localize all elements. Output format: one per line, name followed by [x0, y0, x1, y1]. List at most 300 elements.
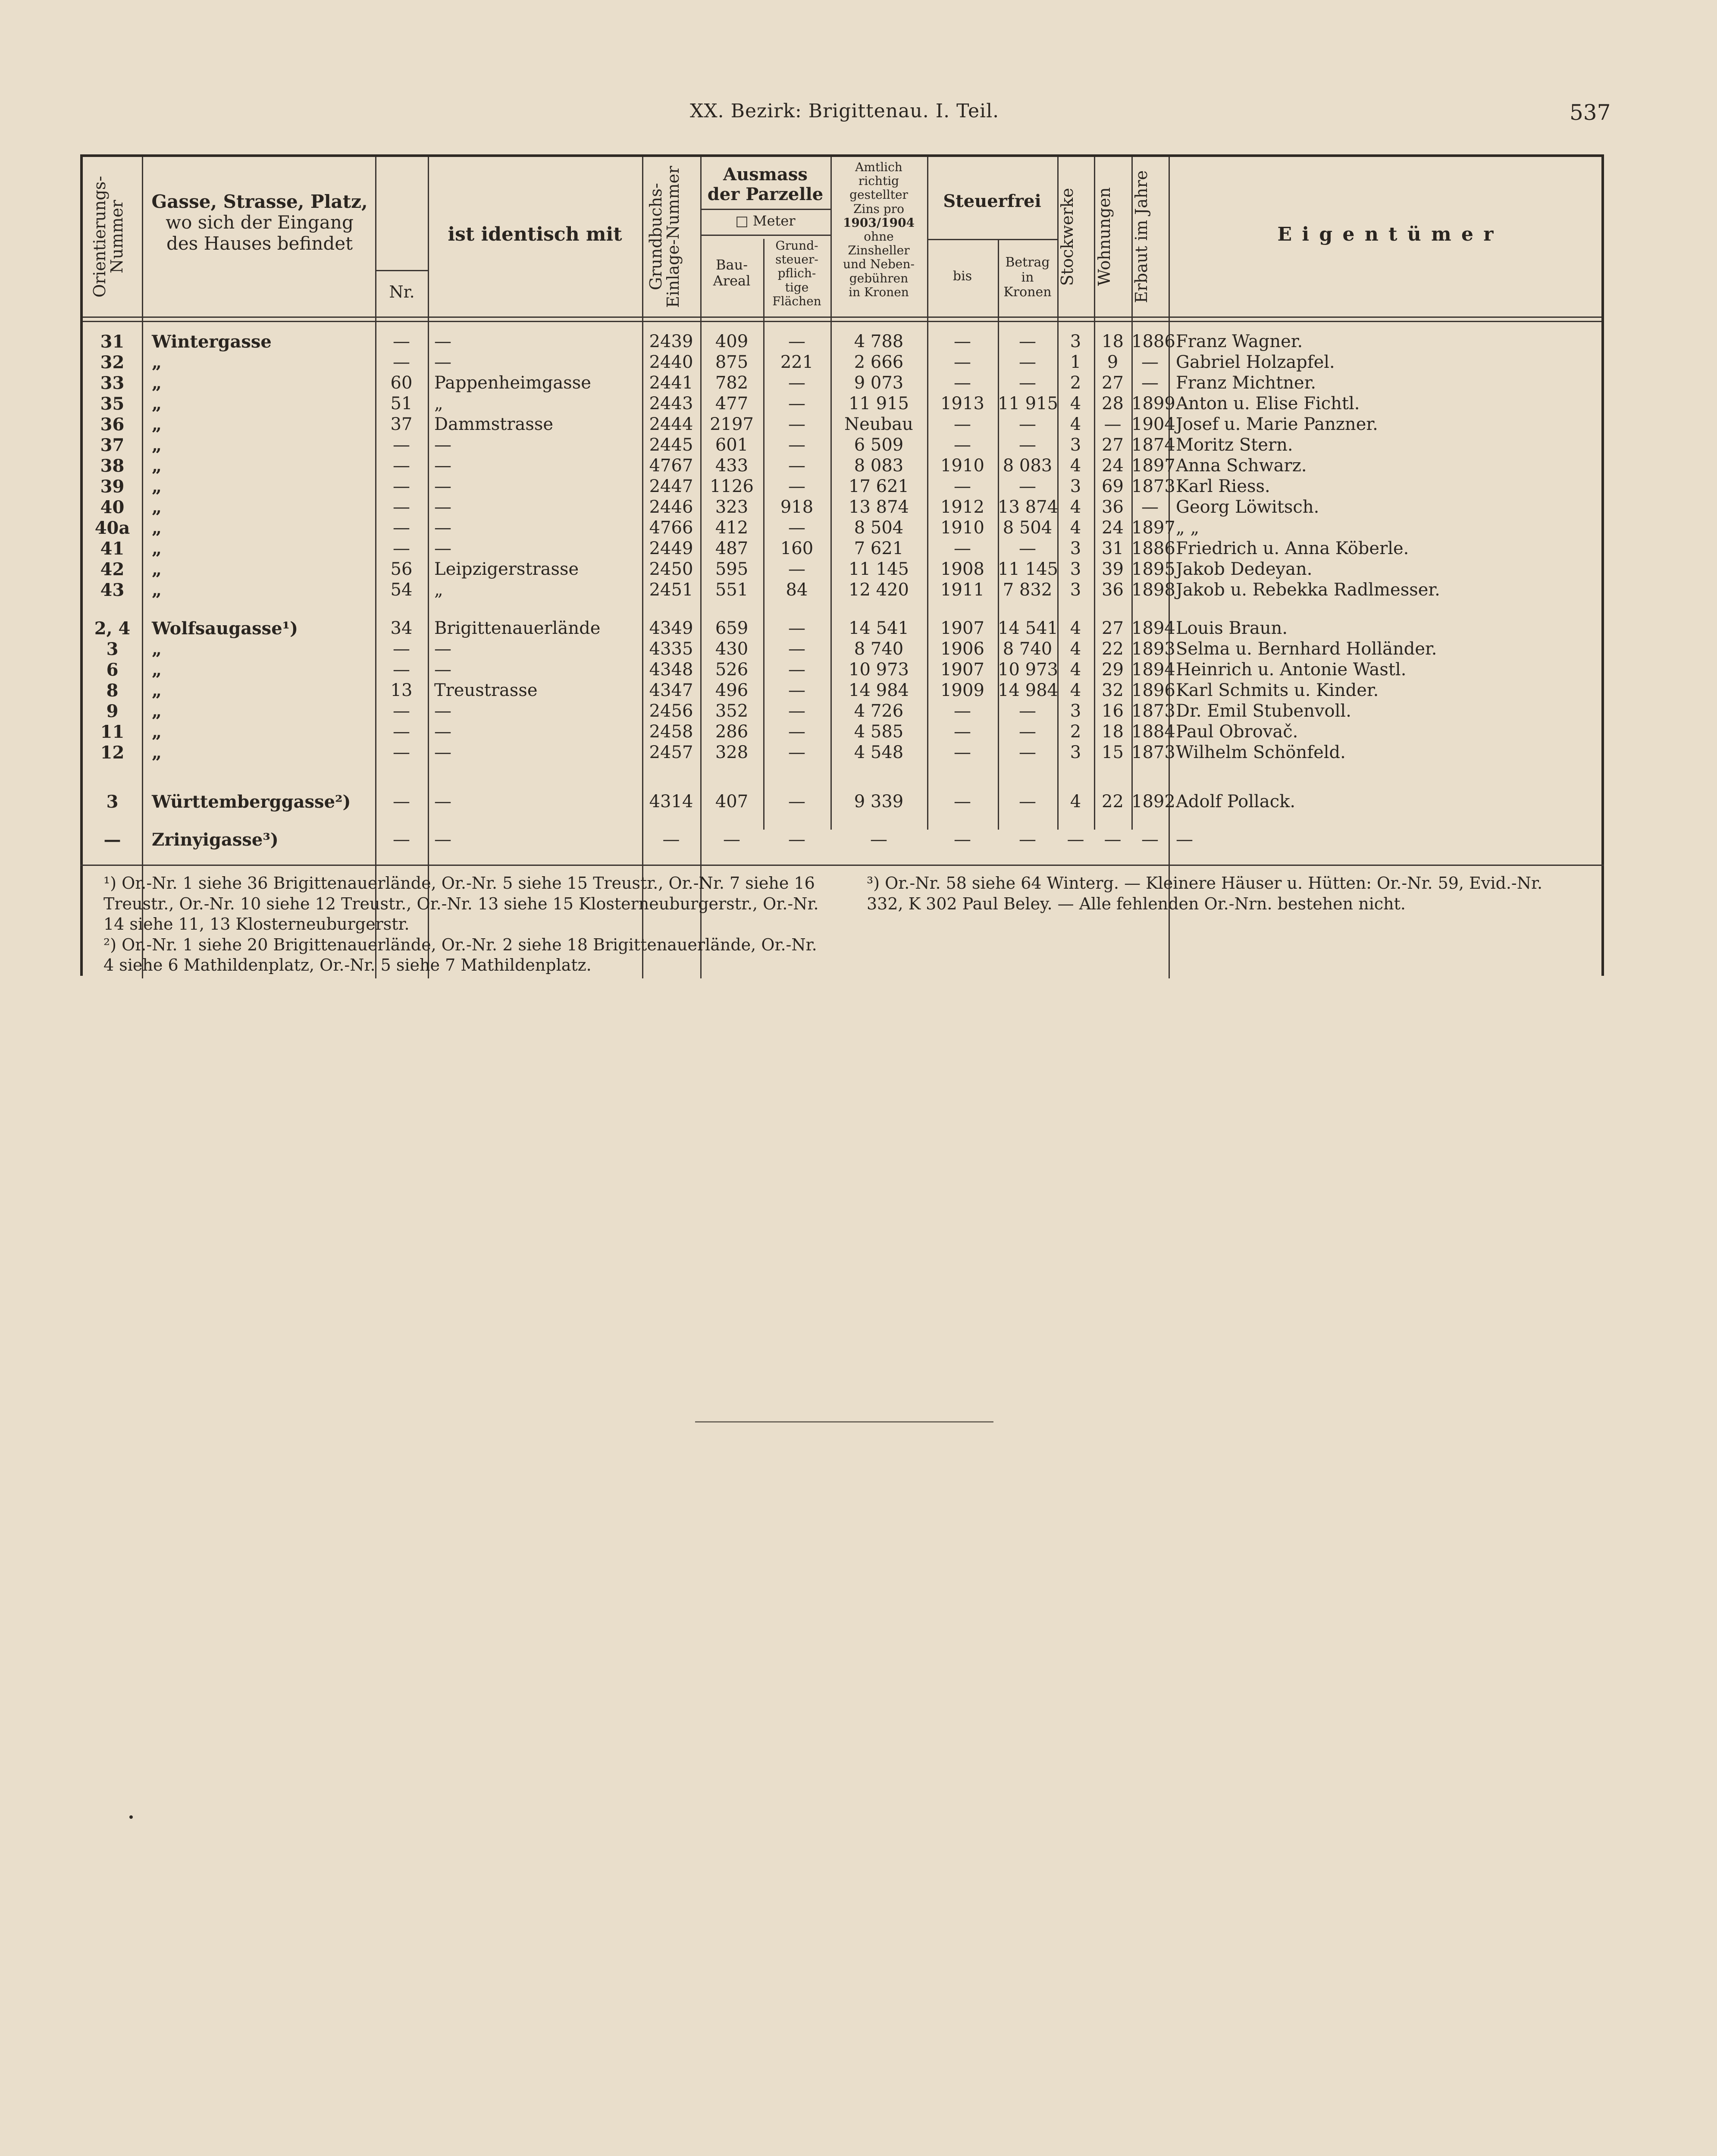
cell-owner: Louis Braun.: [1176, 618, 1288, 638]
cell-gs: 221: [780, 352, 814, 372]
cell-nr: —: [393, 660, 410, 680]
cell-betrag: —: [1019, 476, 1036, 496]
cell-nr: 60: [390, 373, 413, 393]
table-row: [83, 456, 1607, 476]
cell-gb: 2444: [649, 414, 693, 434]
table-row: [83, 660, 1607, 680]
col-grundbuchs: Grundbuchs-Einlage-Nummer: [646, 166, 683, 308]
cell-ident: —: [434, 660, 451, 680]
cell-owner: Dr. Emil Stubenvoll.: [1176, 701, 1351, 721]
col-steuerfrei: Steuerfrei: [943, 191, 1041, 211]
cell-bis: 1910: [940, 518, 984, 538]
cell-wo: 16: [1102, 701, 1124, 721]
table-row: [83, 680, 1607, 701]
table-row: [83, 580, 1607, 601]
cell-nr: 37: [390, 414, 413, 434]
cell-or: 2, 4: [94, 618, 131, 639]
cell-zins: 4 726: [854, 701, 904, 721]
cell-wo: —: [1104, 830, 1122, 849]
cell-bau: 601: [715, 435, 749, 455]
table-row: [83, 332, 1607, 352]
cell-gb: 2456: [649, 701, 693, 721]
footnote-3: ³) Or.-Nr. 58 siehe 64 Winterg. — Kleinere Häuser u. Hütten: Or.-Nr. 59, Evid.-Nr. 332, K 302 Paul Beley. — Alle fehlenden Or.-Nrn. bestehen nicht.: [867, 874, 1543, 913]
cell-gb: 2451: [649, 580, 693, 600]
cell-st: 4: [1070, 414, 1081, 434]
cell-ident: —: [434, 518, 451, 538]
cell-gb: 2440: [649, 352, 693, 372]
cell-gs: —: [788, 373, 805, 393]
cell-nr: —: [393, 743, 410, 762]
cell-bau: —: [723, 830, 740, 849]
cell-nr: —: [393, 830, 410, 849]
cell-betrag: —: [1019, 830, 1036, 849]
divider-rule: [695, 1421, 993, 1423]
cell-gs: —: [788, 435, 805, 455]
cell-gs: —: [788, 830, 805, 849]
cell-wo: 24: [1102, 456, 1124, 476]
cell-or: 6: [106, 660, 119, 680]
cell-nr: 34: [390, 618, 413, 638]
cell-owner: Selma u. Bernhard Holländer.: [1176, 639, 1437, 659]
cell-bis: —: [954, 830, 971, 849]
cell-betrag: —: [1019, 539, 1036, 558]
table-row: [83, 722, 1607, 743]
cell-gb: 4349: [649, 618, 693, 638]
cell-zins: 14 541: [849, 618, 909, 638]
cell-bau: 433: [715, 456, 749, 476]
table-row: [83, 497, 1607, 518]
cell-zins: 4 585: [854, 722, 904, 742]
cell-wo: 28: [1102, 394, 1124, 414]
table-row: [83, 539, 1607, 559]
cell-or: 40: [100, 497, 125, 517]
cell-gb: 4335: [649, 639, 693, 659]
table-row: [83, 518, 1607, 539]
cell-st: 3: [1070, 701, 1081, 721]
cell-zins: 4 788: [854, 332, 904, 351]
cell-bau: 286: [715, 722, 749, 742]
ink-dot: [129, 1815, 133, 1819]
cell-bis: 1908: [940, 559, 984, 579]
cell-bis: 1910: [940, 456, 984, 476]
cell-gs: 918: [780, 497, 814, 517]
cell-ident: —: [434, 456, 451, 476]
cell-betrag: 8 740: [1003, 639, 1053, 659]
cell-zins: 4 548: [854, 743, 904, 762]
cell-erb: 1899: [1131, 394, 1175, 414]
cell-bau: 659: [715, 618, 749, 638]
table-row: [83, 743, 1607, 763]
cell-st: 4: [1070, 639, 1081, 659]
cell-nr: —: [393, 352, 410, 372]
col-wohnungen: Wohnungen: [1095, 187, 1114, 286]
cell-or: 33: [100, 373, 125, 393]
cell-or: 39: [100, 476, 125, 497]
cell-bis: —: [954, 792, 971, 812]
cell-bis: —: [954, 722, 971, 742]
cell-gb: 2450: [649, 559, 693, 579]
cell-street: „: [152, 539, 162, 559]
cell-ident: —: [434, 497, 451, 517]
cell-ident: —: [434, 476, 451, 496]
cell-gs: —: [788, 660, 805, 680]
cell-owner: Josef u. Marie Panzner.: [1176, 414, 1378, 434]
cell-gs: —: [788, 518, 805, 538]
cell-zins: 8 740: [854, 639, 904, 659]
cell-bis: 1907: [940, 618, 984, 638]
col-bis: bis: [952, 269, 972, 284]
cell-or: 3: [106, 639, 119, 659]
cell-or: 40a: [94, 518, 130, 538]
table-row: [83, 830, 1607, 850]
cell-gs: —: [788, 394, 805, 414]
cell-bis: 1909: [940, 680, 984, 700]
cell-st: 3: [1070, 539, 1081, 558]
table-row: [83, 701, 1607, 722]
cell-gb: 2458: [649, 722, 693, 742]
col-erbaut: Erbaut im Jahre: [1132, 170, 1151, 303]
cell-ident: Brigittenauerlände: [434, 618, 601, 638]
cell-st: 1: [1070, 352, 1081, 372]
cell-street: „: [152, 476, 162, 497]
cell-st: —: [1067, 830, 1084, 849]
cell-betrag: —: [1019, 373, 1036, 393]
cell-street: „: [152, 435, 162, 455]
cell-betrag: —: [1019, 743, 1036, 762]
cell-erb: 1886: [1131, 539, 1175, 558]
cell-wo: 39: [1102, 559, 1124, 579]
cell-or: 42: [100, 559, 125, 580]
cell-owner: Heinrich u. Antonie Wastl.: [1176, 660, 1407, 680]
cell-or: 3: [106, 792, 119, 812]
cell-ident: —: [434, 435, 451, 455]
col-betrag: Betrag in Kronen: [1003, 255, 1052, 300]
cell-nr: 56: [390, 559, 413, 579]
cell-zins: 8 504: [854, 518, 904, 538]
cell-bis: —: [954, 373, 971, 393]
cell-wo: 31: [1102, 539, 1124, 558]
cell-gb: 2443: [649, 394, 693, 414]
cell-gs: —: [788, 701, 805, 721]
cell-gb: 2441: [649, 373, 693, 393]
cell-gb: 4766: [649, 518, 693, 538]
cell-owner: Paul Obrovač.: [1176, 722, 1298, 742]
cell-nr: —: [393, 332, 410, 351]
cell-wo: 69: [1102, 476, 1124, 496]
cell-st: 4: [1070, 394, 1081, 414]
cell-or: 8: [106, 680, 119, 701]
cell-zins: 10 973: [849, 660, 909, 680]
cell-ident: „: [434, 580, 443, 600]
cell-owner: „ „: [1176, 518, 1200, 538]
cell-gb: —: [662, 830, 680, 849]
cell-wo: 18: [1102, 332, 1124, 351]
cell-or: 9: [106, 701, 119, 721]
cell-zins: 11 915: [849, 394, 909, 414]
cell-erb: 1892: [1131, 792, 1175, 812]
cell-ident: Dammstrasse: [434, 414, 554, 434]
cell-zins: 9 073: [854, 373, 904, 393]
cell-erb: 1897: [1131, 456, 1175, 476]
col-grundsteuer: Grund- steuer- pflich- tige Flächen: [772, 238, 821, 308]
cell-erb: —: [1141, 830, 1159, 849]
cell-erb: 1886: [1131, 332, 1175, 351]
cell-street: „: [152, 518, 162, 538]
cell-ident: —: [434, 352, 451, 372]
cell-bis: 1906: [940, 639, 984, 659]
cell-wo: —: [1104, 414, 1122, 434]
cell-erb: 1884: [1131, 722, 1175, 742]
col-orientierungs-nummer: Orientierungs-Nummer: [90, 175, 126, 298]
cell-st: 3: [1070, 332, 1081, 351]
cell-street: „: [152, 373, 162, 393]
cell-betrag: 7 832: [1003, 580, 1053, 600]
cell-nr: —: [393, 435, 410, 455]
cell-street: „: [152, 743, 162, 763]
table-row: [83, 394, 1607, 414]
page-title: XX. Bezirk: Brigittenau. I. Teil.: [690, 100, 999, 122]
cell-erb: 1898: [1131, 580, 1175, 600]
cell-ident: —: [434, 539, 451, 558]
cell-st: 4: [1070, 497, 1081, 517]
cell-st: 4: [1070, 518, 1081, 538]
cell-owner: Karl Schmits u. Kinder.: [1176, 680, 1379, 700]
cell-wo: 18: [1102, 722, 1124, 742]
cell-nr: —: [393, 639, 410, 659]
cell-betrag: —: [1019, 352, 1036, 372]
table-row: [83, 414, 1607, 435]
cell-owner: Adolf Pollack.: [1176, 792, 1296, 812]
cell-ident: —: [434, 332, 451, 351]
table-row: [83, 435, 1607, 456]
footnote-2: ²) Or.-Nr. 1 siehe 20 Brigittenauerlände, Or.-Nr. 2 siehe 18 Brigittenauerlände, Or.-Nr. 4 siehe 6 Mathildenplatz, Or.-Nr. 5 siehe 7 Mathildenplatz.: [103, 935, 817, 975]
cell-erb: 1873: [1131, 743, 1175, 762]
cell-bau: 352: [715, 701, 749, 721]
cell-street: „: [152, 394, 162, 414]
cell-nr: —: [393, 497, 410, 517]
table-row: [83, 373, 1607, 394]
cell-gs: —: [788, 639, 805, 659]
cell-zins: 12 420: [849, 580, 909, 600]
cell-owner: Franz Michtner.: [1176, 373, 1316, 393]
cell-ident: „: [434, 394, 443, 414]
table-row: [83, 639, 1607, 660]
cell-or: 37: [100, 435, 125, 455]
cell-betrag: —: [1019, 414, 1036, 434]
cell-wo: 27: [1102, 618, 1124, 638]
cell-or: 31: [100, 332, 125, 352]
cell-owner: Friedrich u. Anna Köberle.: [1176, 539, 1409, 558]
cell-nr: 51: [390, 394, 413, 414]
cell-zins: 2 666: [854, 352, 904, 372]
cell-bis: —: [954, 435, 971, 455]
cell-gb: 4767: [649, 456, 693, 476]
cell-betrag: 10 973: [998, 660, 1058, 680]
cell-betrag: 14 984: [998, 680, 1058, 700]
cell-street: „: [152, 639, 162, 659]
cell-bis: 1911: [940, 580, 984, 600]
cell-bau: 323: [715, 497, 749, 517]
cell-wo: 15: [1102, 743, 1124, 762]
cell-erb: 1896: [1131, 680, 1175, 700]
cell-ident: —: [434, 743, 451, 762]
cell-street: Wintergasse: [152, 332, 272, 352]
cell-ident: —: [434, 701, 451, 721]
cell-bau: 407: [715, 792, 749, 812]
col-ausmass: Ausmass der Parzelle: [707, 164, 824, 204]
cell-st: 2: [1070, 722, 1081, 742]
cell-ident: —: [434, 722, 451, 742]
table-row: [83, 559, 1607, 580]
col-eigentuemer: E i g e n t ü m e r: [1277, 223, 1495, 245]
footnote-separator: [80, 865, 1604, 866]
cell-gs: —: [788, 680, 805, 700]
cell-gs: —: [788, 792, 805, 812]
cell-bis: —: [954, 414, 971, 434]
page-header: [0, 100, 1717, 130]
cell-gb: 2446: [649, 497, 693, 517]
cell-owner: Moritz Stern.: [1176, 435, 1293, 455]
col-stockwerke: Stockwerke: [1058, 188, 1077, 286]
cell-street: „: [152, 497, 162, 517]
cell-betrag: —: [1019, 701, 1036, 721]
cell-street: „: [152, 701, 162, 721]
cell-ident: —: [434, 639, 451, 659]
cell-gs: —: [788, 618, 805, 638]
cell-zins: 9 339: [854, 792, 904, 812]
cell-bau: 782: [715, 373, 749, 393]
cell-gb: 4348: [649, 660, 693, 680]
cell-gb: 2445: [649, 435, 693, 455]
cell-bis: —: [954, 476, 971, 496]
cell-betrag: 8 083: [1003, 456, 1053, 476]
cell-owner: Anna Schwarz.: [1176, 456, 1307, 476]
cell-or: 38: [100, 456, 125, 476]
cell-gs: —: [788, 456, 805, 476]
cell-bau: 1126: [710, 476, 754, 496]
col-meter: □ Meter: [735, 213, 796, 229]
cell-nr: —: [393, 539, 410, 558]
cell-st: 2: [1070, 373, 1081, 393]
cell-st: 4: [1070, 680, 1081, 700]
cell-bis: 1913: [940, 394, 984, 414]
cell-nr: 54: [390, 580, 413, 600]
cell-zins: 7 621: [854, 539, 904, 558]
cell-ident: —: [434, 792, 451, 812]
cell-bau: 551: [715, 580, 749, 600]
cell-erb: —: [1141, 497, 1159, 517]
cell-st: 3: [1070, 476, 1081, 496]
cell-owner: Anton u. Elise Fichtl.: [1176, 394, 1360, 414]
cell-street: „: [152, 660, 162, 680]
table-row: [83, 618, 1607, 639]
cell-gs: —: [788, 414, 805, 434]
cell-wo: 32: [1102, 680, 1124, 700]
cell-ident: Treustrasse: [434, 680, 538, 700]
cell-owner: Franz Wagner.: [1176, 332, 1303, 351]
cell-wo: 29: [1102, 660, 1124, 680]
cell-zins: 14 984: [849, 680, 909, 700]
cell-erb: —: [1141, 352, 1159, 372]
cell-gs: 84: [786, 580, 808, 600]
cell-or: 35: [100, 394, 125, 414]
cell-nr: —: [393, 518, 410, 538]
cell-bis: —: [954, 332, 971, 351]
cell-erb: 1873: [1131, 701, 1175, 721]
cell-bau: 875: [715, 352, 749, 372]
cell-or: 12: [100, 743, 125, 763]
cell-betrag: —: [1019, 435, 1036, 455]
cell-or: 41: [100, 539, 125, 559]
cell-wo: 36: [1102, 497, 1124, 517]
cell-gb: 4314: [649, 792, 693, 812]
cell-st: 4: [1070, 660, 1081, 680]
cell-street: Wolfsaugasse¹): [152, 618, 298, 639]
cell-erb: 1873: [1131, 476, 1175, 496]
cell-gs: —: [788, 476, 805, 496]
cell-betrag: 11 145: [998, 559, 1058, 579]
cell-erb: 1894: [1131, 618, 1175, 638]
cell-bau: 487: [715, 539, 749, 558]
cell-or: 32: [100, 352, 125, 373]
cell-wo: 36: [1102, 580, 1124, 600]
cell-bau: 496: [715, 680, 749, 700]
cell-betrag: —: [1019, 722, 1036, 742]
cell-wo: 24: [1102, 518, 1124, 538]
cell-street: „: [152, 352, 162, 373]
cell-street: „: [152, 456, 162, 476]
cell-gb: 2447: [649, 476, 693, 496]
cell-nr: —: [393, 701, 410, 721]
cell-gs: 160: [780, 539, 814, 558]
cell-gb: 2439: [649, 332, 693, 351]
cell-bis: —: [954, 701, 971, 721]
cell-st: 4: [1070, 618, 1081, 638]
cell-ident: Pappenheimgasse: [434, 373, 591, 393]
cell-bau: 526: [715, 660, 749, 680]
col-identisch: ist identisch mit: [448, 223, 622, 245]
cell-zins: Neubau: [844, 414, 913, 434]
cell-bis: —: [954, 539, 971, 558]
cell-street: „: [152, 559, 162, 580]
cell-st: 4: [1070, 456, 1081, 476]
cell-bau: 595: [715, 559, 749, 579]
cell-zins: 13 874: [849, 497, 909, 517]
cell-gs: —: [788, 722, 805, 742]
table-row: [83, 476, 1607, 497]
cell-ident: —: [434, 830, 451, 849]
cell-owner: Jakob u. Rebekka Radlmesser.: [1176, 580, 1440, 600]
cell-bau: 2197: [710, 414, 754, 434]
cell-bau: 477: [715, 394, 749, 414]
cell-nr: —: [393, 476, 410, 496]
cell-st: 3: [1070, 580, 1081, 600]
cell-st: 3: [1070, 435, 1081, 455]
cell-owner: —: [1176, 830, 1193, 849]
cell-bau: 412: [715, 518, 749, 538]
table-row: [83, 792, 1607, 812]
page-number: 537: [1570, 100, 1611, 125]
cell-zins: 17 621: [849, 476, 909, 496]
cell-st: 4: [1070, 792, 1081, 812]
cell-owner: Gabriel Holzapfel.: [1176, 352, 1335, 372]
cell-gs: —: [788, 559, 805, 579]
cell-zins: 6 509: [854, 435, 904, 455]
cell-wo: 9: [1107, 352, 1119, 372]
cell-bis: —: [954, 743, 971, 762]
cell-erb: —: [1141, 373, 1159, 393]
cell-bis: 1907: [940, 660, 984, 680]
